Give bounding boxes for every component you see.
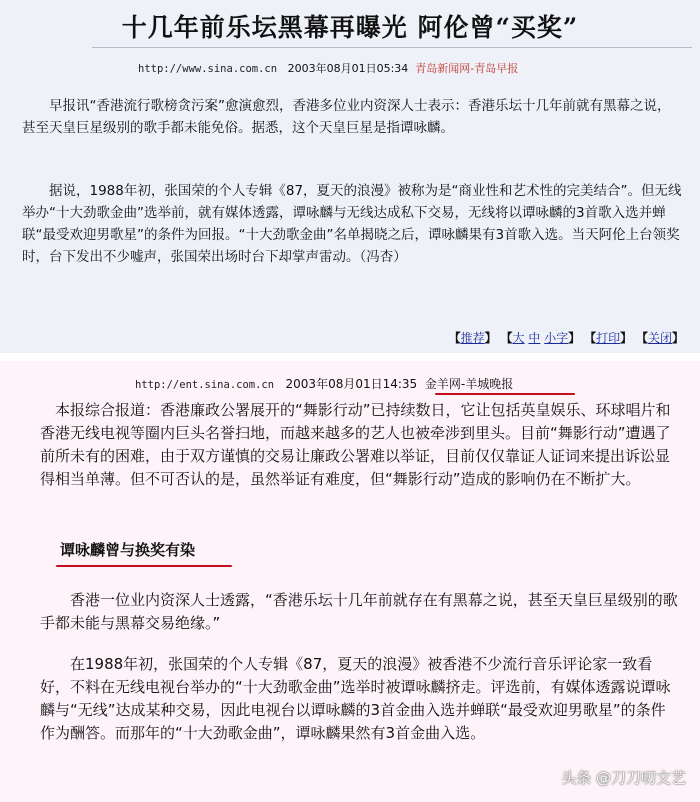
news-source-name: 羊城晚报: [465, 377, 514, 391]
watermark: 头条 @刀刀叨文艺: [561, 769, 686, 787]
news-source: 青岛新闻网-青岛早报: [415, 62, 519, 75]
paragraph-2: 据说，1988年初，张国荣的个人专辑《87，夏天的浪漫》被称为是“商业性和艺术性的完美结合”。但无线举办“十大劲歌金曲”选举前，就有媒体透露，谭咏麟与无线达成私下交易，无线将以谭咏麟的3首歌入选并蝉联“最受欢迎男歌星”的条件为回报。“十大劲歌金曲”名单揭晓之后，谭咏麟果有3首歌入选。当天阿伦上台领奖时，台下发出不少嘘声，张国荣出场时台下却掌声雷动。（冯杏）: [22, 183, 682, 265]
article-meta: [138, 60, 518, 76]
article-meta-2: [135, 375, 513, 392]
font-small-link[interactable]: 小字: [544, 331, 569, 345]
publish-datetime-2: 2003年08月01日14:35: [285, 377, 418, 391]
news-source-prefix: 金羊网-: [424, 377, 466, 391]
paragraph-insider: 香港一位业内资深人士透露，“香港乐坛十几年前就存在有黑幕之说，甚至天皇巨星级别的歌手都未能与黑幕交易绝缘。”: [40, 591, 678, 632]
panel-divider: [0, 353, 700, 361]
intro-paragraph: 本报综合报道：香港廉政公署展开的“舞影行动”已持续数日，它让包括英皇娱乐、环球唱片和香港无线电视等圈内巨头名誉扫地，而越来越多的艺人也被牵涉到里头。目前“舞影行动”遭遇了前所未有的困难，由于双方谨慎的交易让廉政公署难以举证，目前仅仅靠证人证词来提出诉讼显得相当单薄。但不可否认的是，虽然举证有难度，但“舞影行动”造成的影响仍在不断扩大。: [40, 401, 671, 488]
source-url-link-2[interactable]: http://ent.sina.com.cn: [135, 379, 275, 391]
title-divider: [92, 47, 692, 48]
publish-datetime: 2003年08月01日05:34: [287, 62, 409, 75]
article-panel-qingdao: [0, 0, 700, 353]
source-url-link[interactable]: http://www.sina.com.cn: [138, 63, 278, 75]
article-toolbar: 【推荐】 【大 中 小字】 【打印】 【关闭】: [448, 331, 684, 345]
print-link[interactable]: 打印: [596, 331, 621, 345]
close-link[interactable]: 关闭: [647, 331, 672, 345]
source-underline-mark: [435, 393, 575, 395]
paragraph-1: 早报讯“香港流行歌榜贪污案”愈演愈烈，香港多位业内资深人士表示：香港乐坛十几年前就有黑幕之说，甚至天皇巨星级别的歌手都未能免俗。据悉，这个天皇巨星是指谭咏麟。: [22, 98, 671, 136]
section-subheading: 谭咏麟曾与换奖有染: [60, 541, 196, 559]
article-title: 十几年前乐坛黑幕再曝光 阿伦曾“买奖”: [121, 13, 579, 42]
subheading-underline-mark: [56, 565, 232, 567]
font-large-link[interactable]: 大: [512, 331, 525, 345]
paragraph-1988: 在1988年初，张国荣的个人专辑《87，夏天的浪漫》被香港不少流行音乐评论家一致看好，不料在无线电视台举办的“十大劲歌金曲”选举时被谭咏麟挤走。评选前，有媒体透露说谭咏麟与“无线”达成某种交易，因此电视台以谭咏麟的3首金曲入选并蝉联“最受欢迎男歌星”的条件作为酬答。而那年的“十大劲歌金曲”，谭咏麟果然有3首金曲入选。: [40, 655, 671, 742]
font-medium-link[interactable]: 中: [528, 331, 541, 345]
recommend-link[interactable]: 推荐: [460, 331, 485, 345]
article-panel-yangcheng: [0, 361, 700, 802]
